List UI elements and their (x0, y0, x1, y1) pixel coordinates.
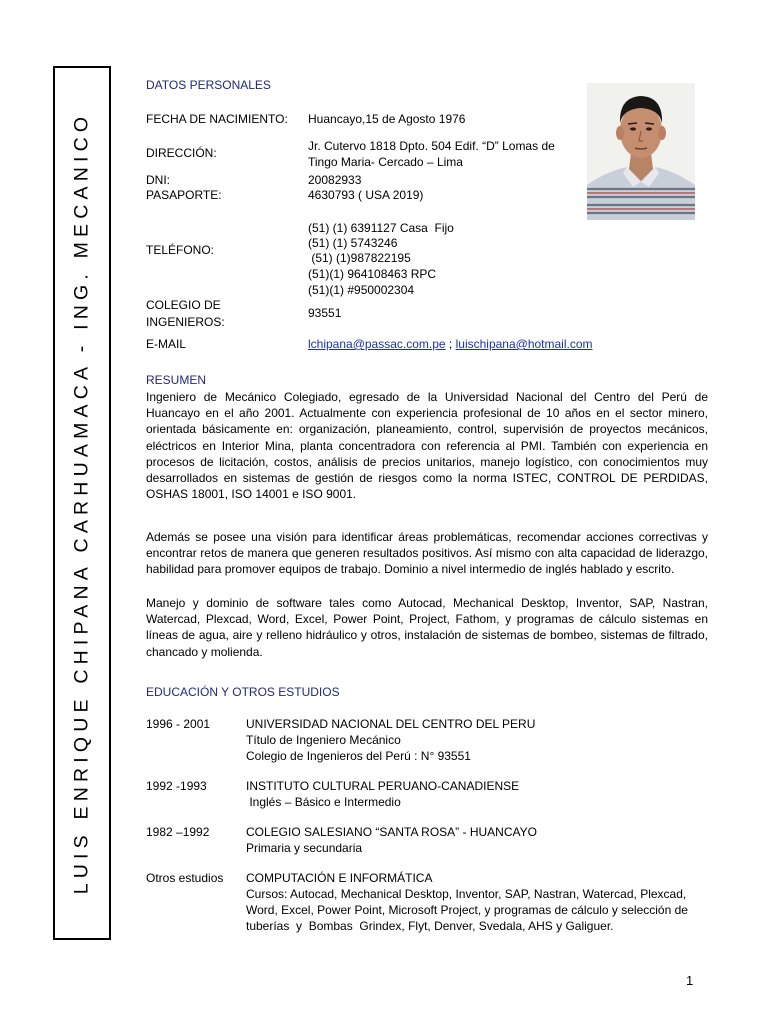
resumen-paragraph-1: Ingeniero de Mecánico Colegiado, egresado de la Universidad Nacional del Centro del Perú de Huancayo en el año 2001. Actualmente con experiencia profesional de 10 años en el sector minero, orientada básicamente en: organización, planeamiento, control, supervisión de proyectos mecánicos, eléctricos en Interior Mina, planta concentradora con referencia al PMI. También con experiencia en procesos de licitación, costos, análisis de precios unitarios, manejo logístico, con conocimientos muy desarrollados en sistemas de gestión de riesgos como la norma ISTEC, CONTROL DE PERDIDAS, OSHAS 18001, ISO 14001 e ISO 9001. (146, 390, 708, 502)
telefono-5: (51)(1) #950002304 (308, 283, 415, 297)
edu-detail-3a: Primaria y secundaria (246, 841, 363, 855)
sidebar-name-box (53, 66, 111, 940)
profile-photo (587, 83, 695, 220)
person-portrait-image (587, 83, 695, 220)
direccion-line2: Tingo Maria- Cercado – Lima (308, 155, 463, 169)
edu-detail-4c: tuberías y Bombas Grindex, Flyt, Denver, Svedala, AHS y Galiguer. (246, 919, 614, 933)
pasaporte-value: 4630793 ( USA 2019) (308, 188, 424, 202)
edu-detail-4b: Word, Excel, Power Point, Microsoft Project, y programas de cálculo y selección de (246, 903, 688, 917)
email-line (308, 336, 593, 352)
email-link-2[interactable]: luischipana@hotmail.com (455, 337, 593, 351)
edu-detail-1b: Colegio de Ingenieros del Perú : N° 93551 (246, 749, 471, 763)
direccion-label: DIRECCIÓN: (146, 146, 217, 160)
edu-years-2: 1992 -1993 (146, 779, 207, 793)
edu-detail-1a: Título de Ingeniero Mecánico (246, 733, 401, 747)
fecha-label: FECHA DE NACIMIENTO: (146, 112, 288, 126)
candidate-name: LUIS ENRIQUE CHIPANA CARHUAMACA - ING. MECANICO (70, 111, 93, 895)
edu-years-4: Otros estudios (146, 871, 224, 885)
email-label: E-MAIL (146, 337, 187, 351)
direccion-line1: Jr. Cutervo 1818 Dpto. 504 Edif. “D” Lomas de (308, 139, 555, 153)
email-separator: ; (445, 337, 456, 351)
telefono-1: (51) (1) 6391127 Casa Fijo (308, 221, 454, 235)
resumen-paragraph-3: Manejo y dominio de software tales como Autocad, Mechanical Desktop, Inventor, SAP, Nastran, Watercad, Plexcad, Word, Excel, Power Point, Project, Fathom, y programas de cálculo sistemas en líneas de agua, aire y relleno hidráulico y otros, instalación de sistemas de bombeo, sistemas de filtrado, chancado y molienda. (146, 596, 708, 659)
section-heading-datos: DATOS PERSONALES (146, 78, 271, 92)
edu-institution-4: COMPUTACIÓN E INFORMÁTICA (246, 871, 433, 885)
colegio-label-2: INGENIEROS: (146, 315, 225, 329)
edu-years-1: 1996 - 2001 (146, 717, 211, 731)
email-link-1[interactable]: lchipana@passac.com.pe (308, 337, 446, 351)
dni-value: 20082933 (308, 173, 362, 187)
edu-detail-4a: Cursos: Autocad, Mechanical Desktop, Inventor, SAP, Nastran, Watercad, Plexcad, (246, 887, 687, 901)
colegio-label-1: COLEGIO DE (146, 298, 221, 312)
edu-institution-3: COLEGIO SALESIANO “SANTA ROSA” - HUANCAYO (246, 825, 537, 839)
telefono-4: (51)(1) 964108463 RPC (308, 267, 437, 281)
telefono-3: (51) (1)987822195 (308, 251, 411, 265)
resumen-paragraph-2: Además se posee una visión para identificar áreas problemáticas, recomendar acciones correctivas y encontrar retos de manera que generen resultados positivos. Así mismo con alta capacidad de liderazgo, habilidad para promover equipos de trabajo. Dominio a nivel intermedio de inglés hablado y escrito. (146, 530, 708, 577)
colegio-value: 93551 (308, 306, 342, 320)
dni-label: DNI: (146, 173, 170, 187)
edu-institution-1: UNIVERSIDAD NACIONAL DEL CENTRO DEL PERU (246, 717, 536, 731)
edu-institution-2: INSTITUTO CULTURAL PERUANO-CANADIENSE (246, 779, 520, 793)
telefono-2: (51) (1) 5743246 (308, 236, 398, 250)
section-heading-resumen: RESUMEN (146, 373, 207, 387)
telefono-label: TELÉFONO: (146, 243, 215, 257)
section-heading-educacion: EDUCACIÓN Y OTROS ESTUDIOS (146, 685, 340, 699)
edu-years-3: 1982 –1992 (146, 825, 210, 839)
page-number: 1 (686, 973, 694, 988)
fecha-value: Huancayo,15 de Agosto 1976 (308, 112, 466, 126)
pasaporte-label: PASAPORTE: (146, 188, 222, 202)
edu-detail-2a: Inglés – Básico e Intermedio (246, 795, 401, 809)
